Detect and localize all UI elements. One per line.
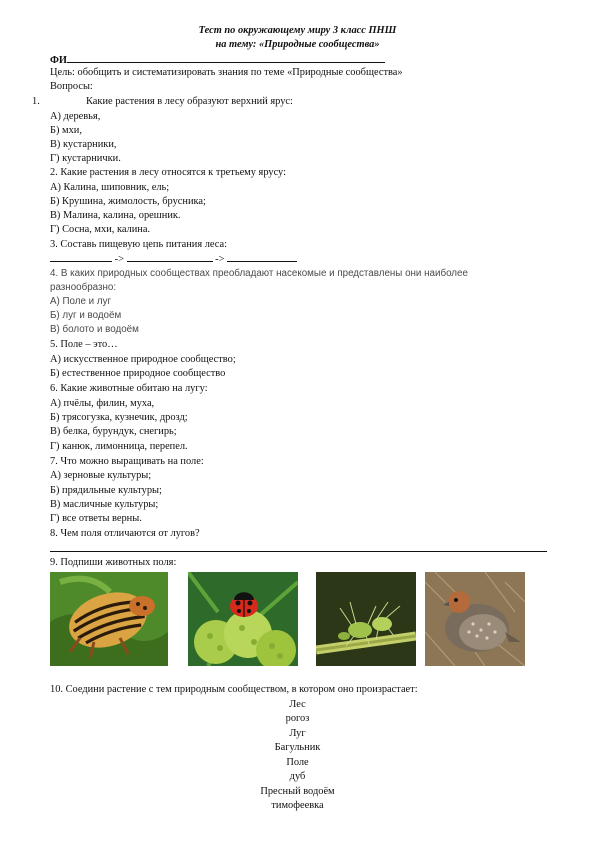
q6-option-c: В) белка, бурундук, снегирь; bbox=[50, 426, 177, 437]
q10-item-cattail[interactable]: рогоз bbox=[285, 713, 310, 724]
q8-answer-line[interactable] bbox=[50, 551, 547, 552]
q5-option-a: А) искусственное природное сообщество; bbox=[50, 354, 236, 365]
food-chain-blank-1[interactable] bbox=[50, 252, 112, 262]
q6-option-b: Б) трясогузка, кузнечик, дрозд; bbox=[50, 412, 188, 423]
fio-label: ФИ bbox=[50, 55, 68, 66]
q10-item-forest[interactable]: Лес bbox=[289, 699, 306, 710]
q1-text: Какие растения в лесу образуют верхний ярус: bbox=[86, 96, 293, 107]
q9-text: 9. Подпиши животных поля: bbox=[50, 557, 177, 568]
q10-item-freshwater[interactable]: Пресный водоём bbox=[260, 786, 335, 797]
fio-underline[interactable] bbox=[67, 52, 385, 63]
q2-option-c: В) Малина, калина, орешник. bbox=[50, 210, 181, 221]
food-chain-blank-3[interactable] bbox=[227, 252, 297, 262]
goal-text: Цель: обобщить и систематизировать знания по теме «Природные сообщества» bbox=[50, 67, 403, 78]
q2-option-d: Г) Сосна, мхи, калина. bbox=[50, 224, 151, 235]
q10-item-meadow[interactable]: Луг bbox=[289, 728, 306, 739]
food-chain-arrow-1: -> bbox=[114, 254, 124, 265]
q1-option-d: Г) кустарнички. bbox=[50, 153, 121, 164]
q4-option-a: А) Поле и луг bbox=[50, 296, 112, 307]
q1-option-a: А) деревья, bbox=[50, 111, 101, 122]
q6-option-d: Г) канюк, лимонница, перепел. bbox=[50, 441, 188, 452]
q4-option-b: Б) луг и водоём bbox=[50, 310, 122, 321]
q7-text: 7. Что можно выращивать на поле: bbox=[50, 456, 204, 467]
title-line1: Тест по окружающему миру 3 класс ПНШ bbox=[198, 25, 397, 36]
q5-text: 5. Поле – это… bbox=[50, 339, 118, 350]
food-chain-blank-2[interactable] bbox=[127, 252, 213, 262]
q4-text-line2: разнообразно: bbox=[50, 282, 117, 293]
q6-option-a: А) пчёлы, филин, муха, bbox=[50, 398, 155, 409]
q2-option-b: Б) Крушина, жимолость, брусника; bbox=[50, 196, 206, 207]
q1-number: 1. bbox=[32, 96, 40, 107]
q10-item-field[interactable]: Поле bbox=[286, 757, 309, 768]
q7-option-a: А) зерновые культуры; bbox=[50, 470, 152, 481]
q4-text-line1: 4. В каких природных сообществах преобладают насекомые и представлены они наиболее bbox=[50, 268, 468, 279]
food-chain-arrow-2: -> bbox=[215, 254, 225, 265]
partridge-photo bbox=[425, 572, 525, 666]
q8-text: 8. Чем поля отличаются от лугов? bbox=[50, 528, 200, 539]
title-line2: на тему: «Природные сообщества» bbox=[215, 39, 380, 50]
q1-option-b: Б) мхи, bbox=[50, 125, 82, 136]
q1-option-c: В) кустарники, bbox=[50, 139, 117, 150]
ladybug-photo bbox=[188, 572, 298, 666]
q7-option-d: Г) все ответы верны. bbox=[50, 513, 142, 524]
q7-option-b: Б) прядильные культуры; bbox=[50, 485, 162, 496]
q6-text: 6. Какие животные обитаю на лугу: bbox=[50, 383, 208, 394]
q5-option-b: Б) естественное природное сообщество bbox=[50, 368, 226, 379]
q10-item-ledum[interactable]: Багульник bbox=[274, 742, 321, 753]
aphids-photo bbox=[316, 572, 416, 666]
q10-item-oak[interactable]: дуб bbox=[289, 771, 306, 782]
food-chain-row bbox=[50, 252, 297, 267]
q4-option-c: В) болото и водоём bbox=[50, 324, 139, 335]
q3-text: 3. Составь пищевую цепь питания леса: bbox=[50, 239, 228, 250]
q2-text: 2. Какие растения в лесу относятся к третьему ярусу: bbox=[50, 167, 287, 178]
q7-option-c: В) масличные культуры; bbox=[50, 499, 159, 510]
q10-text: 10. Соедини растение с тем природным сообществом, в котором оно произрастает: bbox=[50, 684, 418, 695]
colorado-beetle-photo bbox=[50, 572, 168, 666]
q2-option-a: А) Калина, шиповник, ель; bbox=[50, 182, 170, 193]
q10-item-timothy[interactable]: тимофеевка bbox=[271, 800, 324, 811]
questions-label: Вопросы: bbox=[50, 81, 93, 92]
